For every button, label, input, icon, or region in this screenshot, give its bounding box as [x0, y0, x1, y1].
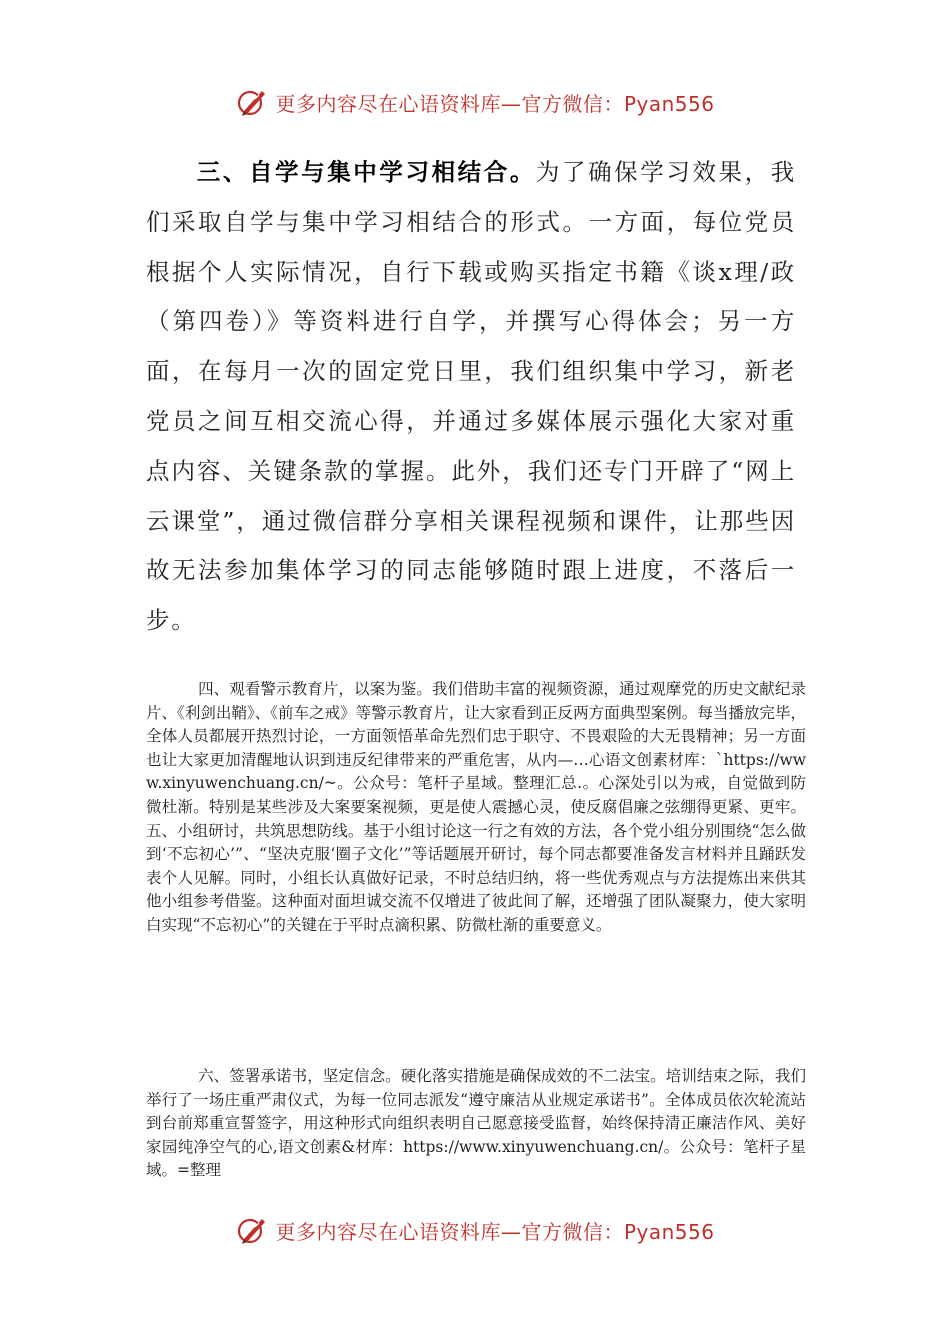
watermark-text: 更多内容尽在心语资料库—官方微信：Pyan556: [275, 1219, 715, 1244]
watermark-banner-top: [0, 80, 950, 124]
section-3-body: 为了确保学习效果，我们采取自学与集中学习相结合的形式。一方面，每位党员根据个人实际情况，自行下载或购买指定书籍《谈x理/政（第四卷）》等资料进行自学，并撰写心得体会；另一方面，在每月一次的固定党日里，我们组织集中学习，新老党员之间互相交流心得，并通过多媒体展示强化大家对重点内容、关键条款的掌握。此外，我们还专门开辟了“网上云课堂”，通过微信群分享相关课程视频和课件，让那些因故无法参加集体学习的同志能够随时跟上进度，不落后一步。: [146, 158, 797, 635]
watermark-text: 更多内容尽在心语资料库—官方微信：Pyan556: [275, 91, 715, 116]
section-4-text: 四、观看警示教育片，以案为鉴。我们借助丰富的视频资源，通过观摩党的历史文献纪录片、《利剑出鞘》、《前车之戒》等警示教育片，让大家看到正反两方面典型案例。每当播放完毕，全体人员都展开热烈讨论，一方面领悟革命先烈们忠于职守、不畏艰险的大无畏精神；另一方面也让大家更加清醒地认识到违反纪律带来的严重危害，从内—…心语文创素材库：`https://www.xinyuwenchuang.cn/~。公众号：笔杆子星域。整理汇总.。心深处引以为戒，自觉做到防微杜渐。特别是某些涉及大案要案视频，更是使人震撼心灵，使反腐倡廉之弦绷得更紧、更牢。五、小组研讨，共筑思想防线。基于小组讨论这一行之有效的方法，各个党小组分别围绕“怎么做到‘不忘初心’”、“坚决克服‘圈子文化’”等话题展开研讨，每个同志都要准备发言材料并且踊跃发表个人见解。同时，小组长认真做好记录，不时总结归纳，将一些优秀观点与方法提炼出来供其他小组参考借鉴。这种面对面坦诚交流不仅增进了彼此间了解，还增强了团队凝聚力，使大家明白实现“不忘初心”的关键在于平时点滴积累、防微杜渐的重要意义。: [146, 680, 806, 934]
section-6-paragraph: [146, 1065, 806, 1183]
section-3-paragraph: [146, 148, 796, 646]
section-3-heading: 三、自学与集中学习相结合。: [196, 158, 536, 186]
section-4-paragraph: [146, 678, 806, 938]
quill-pen-logo-icon: [235, 1213, 269, 1247]
quill-pen-logo-icon: [235, 85, 269, 119]
section-6-text: 六、签署承诺书，坚定信念。硬化落实措施是确保成效的不二法宝。培训结束之际，我们举行了一场庄重严肃仪式，为每一位同志派发“遵守廉洁从业规定承诺书”。全体成员依次轮流站到台前郑重宣誓签字，用这种形式向组织表明自己愿意接受监督，始终保持清正廉洁作风、美好家园纯净空气的心,语文创素&材库：https://www.xinyuwenchuang.cn/。公众号：笔杆子星域。=整理: [146, 1067, 806, 1180]
watermark-banner-bottom: [0, 1208, 950, 1252]
